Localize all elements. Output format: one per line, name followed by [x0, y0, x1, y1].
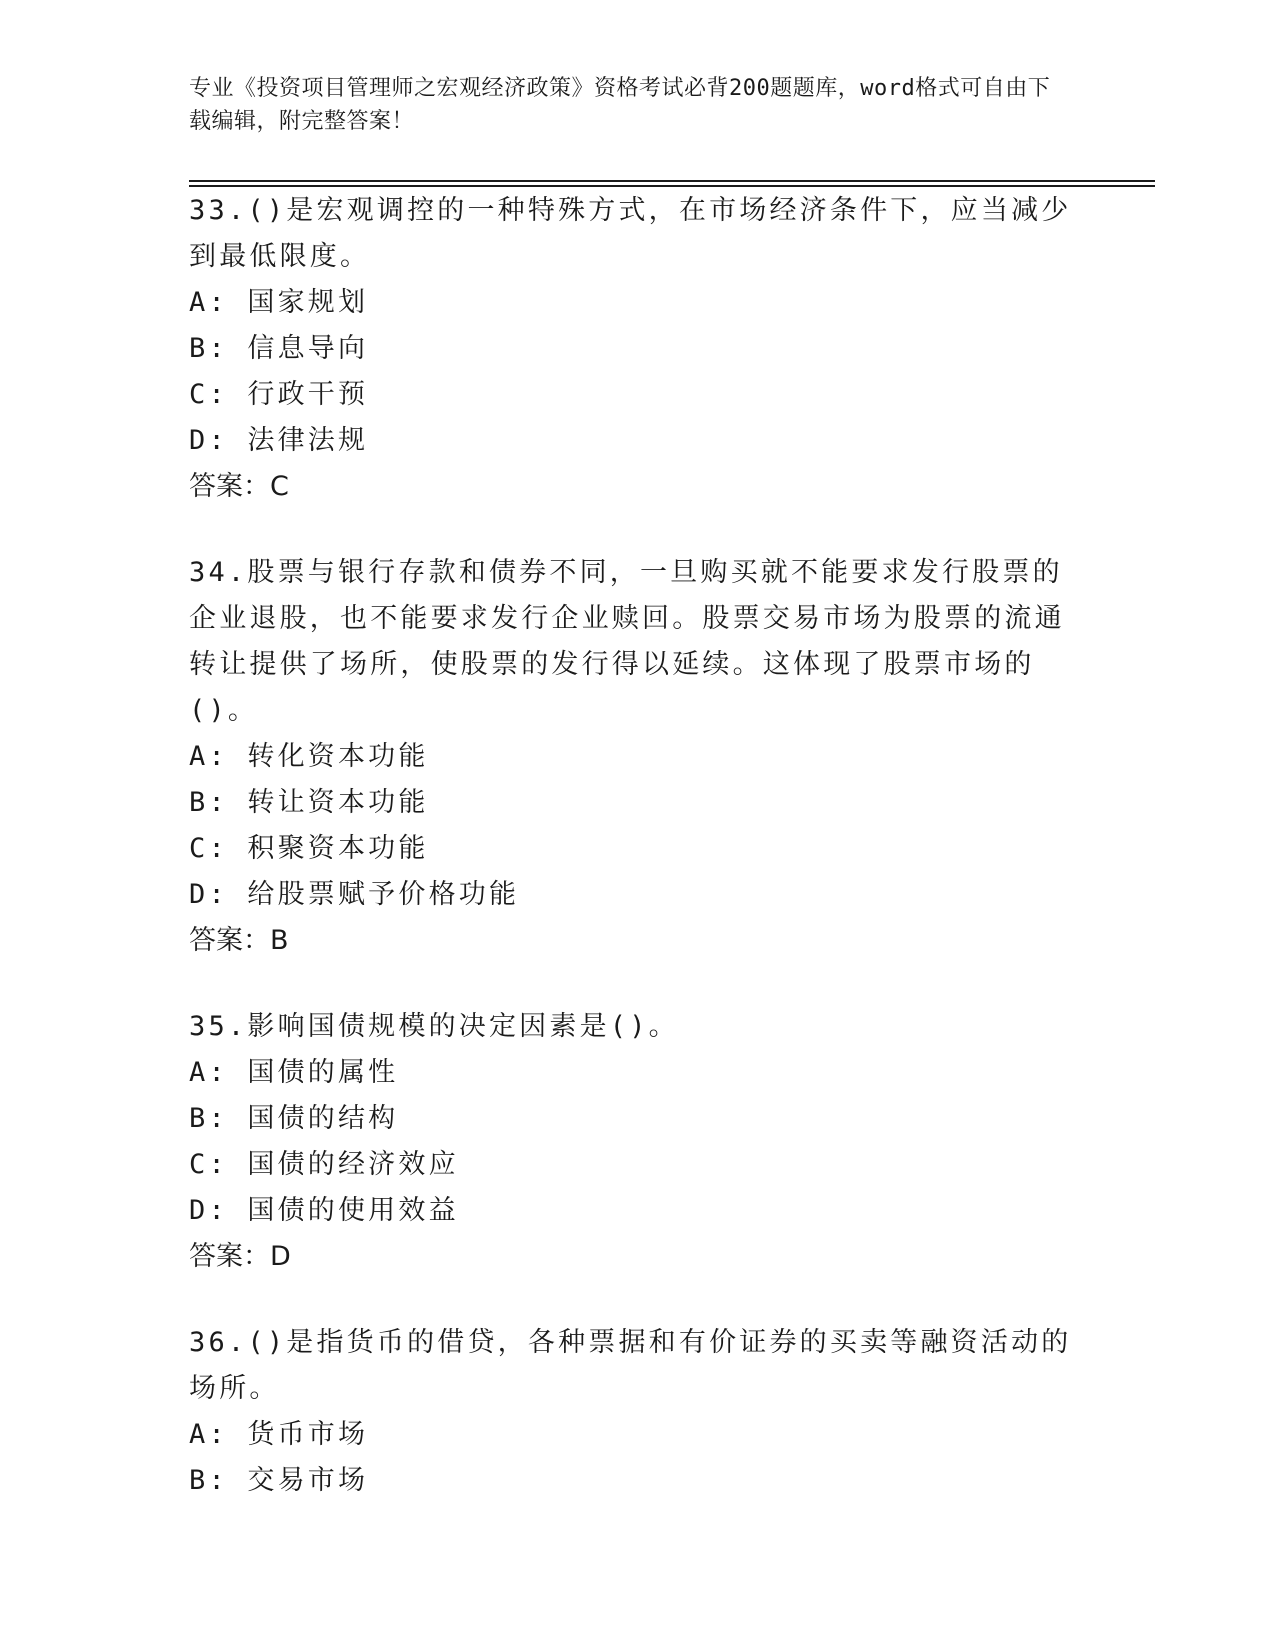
question-stem: 33.()是宏观调控的一种特殊方式，在市场经济条件下，应当减少到最低限度。 [189, 195, 1072, 272]
question-stem: 35.影响国债规模的决定因素是()。 [189, 1011, 679, 1042]
option-b: B: 国债的结构 [189, 1103, 399, 1134]
option-b: B: 转让资本功能 [189, 787, 429, 818]
option-d: D: 给股票赋予价格功能 [189, 879, 520, 910]
option-a: A: 货币市场 [189, 1419, 369, 1450]
option-c: C: 积聚资本功能 [189, 833, 429, 864]
question-33 [189, 188, 1089, 510]
option-a: A: 国家规划 [189, 287, 369, 318]
question-stem: 36.()是指货币的借贷，各种票据和有价证券的买卖等融资活动的场所。 [189, 1327, 1072, 1404]
document-header: 专业《投资项目管理师之宏观经济政策》资格考试必背200题题库，word格式可自由下载编辑，附完整答案！ [189, 76, 1051, 134]
header-divider-top [189, 180, 1155, 182]
question-36 [189, 1320, 1089, 1504]
option-d: D: 国债的使用效益 [189, 1195, 459, 1226]
question-list [189, 188, 1089, 1544]
option-a: A: 转化资本功能 [189, 741, 429, 772]
header-divider-bottom [189, 185, 1155, 187]
question-stem: 34.股票与银行存款和债券不同，一旦购买就不能要求发行股票的企业退股，也不能要求发行企业赎回。股票交易市场为股票的流通转让提供了场所，使股票的发行得以延续。这体现了股票市场的()。 [189, 557, 1065, 726]
option-b: B: 交易市场 [189, 1465, 369, 1496]
option-a: A: 国债的属性 [189, 1057, 399, 1088]
answer-line: 答案：C [189, 471, 289, 502]
option-d: D: 法律法规 [189, 425, 369, 456]
question-34 [189, 550, 1089, 964]
answer-line: 答案：D [189, 1241, 291, 1272]
option-b: B: 信息导向 [189, 333, 369, 364]
option-c: C: 行政干预 [189, 379, 369, 410]
option-c: C: 国债的经济效应 [189, 1149, 459, 1180]
answer-line: 答案：B [189, 925, 289, 956]
question-35 [189, 1004, 1089, 1280]
